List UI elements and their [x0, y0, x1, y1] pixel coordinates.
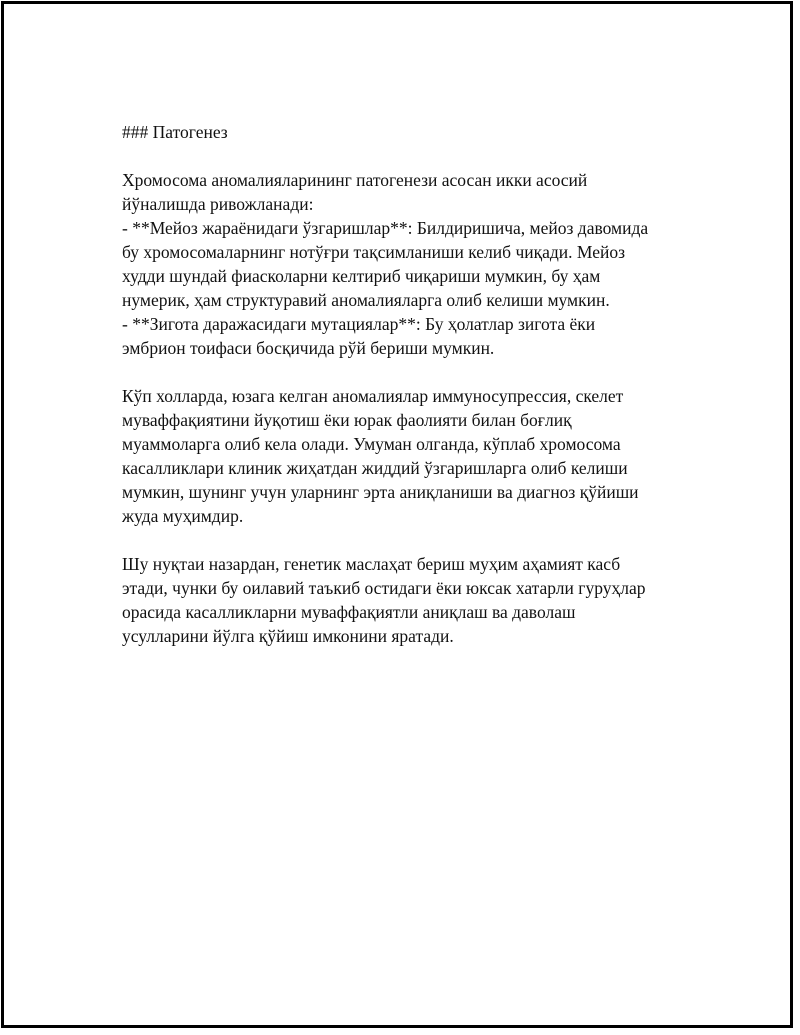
text-line: бу хромосомаларнинг нотўғри тақсимланиши келиб чиқади. Мейоз [122, 242, 626, 262]
text-line: Шу нуқтаи назардан, генетик маслаҳат бериш муҳим аҳамият касб [122, 554, 621, 574]
paragraph-genetic-counseling [122, 552, 682, 648]
text-line: муваффақиятини йуқотиш ёки юрак фаолияти билан боғлиқ [122, 410, 572, 430]
text-line: худди шундай фиасколарни келтириб чиқариши мумкин, бу ҳам [122, 266, 601, 286]
text-line: нумерик, ҳам структуравий аномалияларга олиб келиши мумкин. [122, 290, 610, 310]
list-item-meiosis: - **Мейоз жараёнидаги ўзгаришлар**: Билдиришича, мейоз давомида [122, 218, 649, 238]
text-line: усулларини йўлга қўйиш имконини яратади. [122, 626, 454, 646]
text-line: муаммоларга олиб кела олади. Умуман олганда, кўплаб хромосома [122, 434, 621, 454]
paragraph-pathogenesis [122, 168, 682, 360]
paragraph-consequences [122, 384, 682, 528]
text-line: мумкин, шунинг учун уларнинг эрта аниқланиши ва диагноз қўйиши [122, 482, 639, 502]
text-line: Кўп холларда, юзага келган аномалиялар иммуносупрессия, скелет [122, 386, 624, 406]
document-page [1, 1, 793, 1028]
spacer [122, 360, 682, 384]
spacer [122, 528, 682, 552]
text-line: этади, чунки бу оилавий таъкиб остидаги ёки юксак хатарли гуруҳлар [122, 578, 646, 598]
text-line: орасида касалликларни муваффақиятли аниқлаш ва даволаш [122, 602, 576, 622]
section-heading: ### Патогенез [122, 122, 228, 142]
document-body [122, 120, 682, 648]
text-line: йўналишда ривожланади: [122, 194, 314, 214]
list-item-zygote: - **Зигота даражасидаги мутациялар**: Бу ҳолатлар зигота ёки [122, 314, 596, 334]
text-line: Хромосома аномалияларининг патогенези асосан икки асосий [122, 170, 588, 190]
spacer [122, 144, 682, 168]
text-line: эмбрион тоифаси босқичида рўй бериши мумкин. [122, 338, 495, 358]
text-line: жуда муҳимдир. [122, 506, 244, 526]
text-line: касалликлари клиник жиҳатдан жиддий ўзгаришларга олиб келиши [122, 458, 628, 478]
